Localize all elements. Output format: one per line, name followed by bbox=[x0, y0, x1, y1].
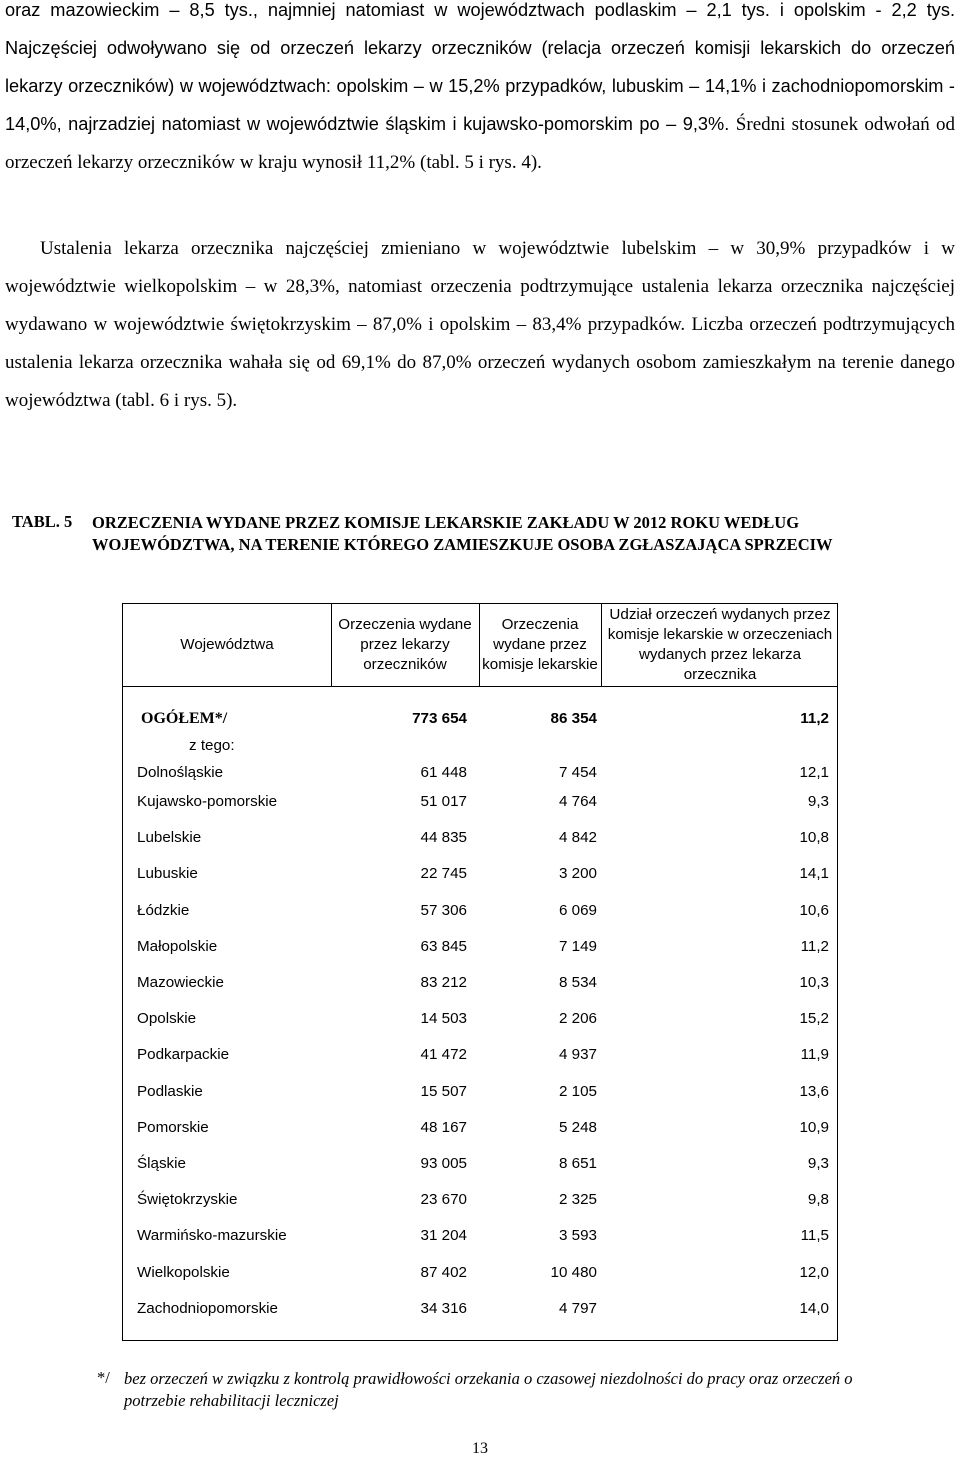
cell-doctor-rulings: 15 507 bbox=[420, 1082, 467, 1100]
table-row bbox=[123, 1153, 839, 1175]
table-row bbox=[123, 1225, 839, 1247]
row-name: Pomorskie bbox=[137, 1118, 209, 1136]
cell-share: 12,0 bbox=[799, 1263, 829, 1281]
cell-commission-rulings: 7 454 bbox=[558, 764, 597, 781]
cell-share: 13,6 bbox=[799, 1082, 829, 1100]
row-name: Świętokrzyskie bbox=[137, 1191, 238, 1209]
row-name: Opolskie bbox=[137, 1010, 197, 1028]
table-row bbox=[123, 863, 839, 885]
cell-commission-rulings: 86 354 bbox=[550, 710, 597, 727]
table-row bbox=[123, 1117, 839, 1139]
table-row bbox=[123, 936, 839, 958]
table-title: ORZECZENIA WYDANE PRZEZ KOMISJE LEKARSKIE ZAKŁADU W 2012 ROKU WEDŁUG WOJEWÓDZTWA, NA TERENIE KTÓREGO ZAMIESZKUJE OSOBA ZGŁASZAJĄCA SPRZECIW bbox=[92, 513, 833, 554]
row-name: Zachodniopomorskie bbox=[137, 1299, 278, 1317]
cell-share: 11,5 bbox=[800, 1227, 829, 1245]
cell-commission-rulings: 2 105 bbox=[558, 1082, 597, 1100]
row-name: Wielkopolskie bbox=[137, 1263, 230, 1281]
table-row bbox=[123, 1262, 839, 1284]
table-row bbox=[123, 972, 839, 994]
cell-commission-rulings: 4 797 bbox=[558, 1299, 597, 1317]
cell-doctor-rulings: 773 654 bbox=[412, 710, 467, 727]
cell-share: 14,1 bbox=[799, 865, 829, 883]
row-name: Lubuskie bbox=[137, 865, 198, 883]
footnote-mark: */ bbox=[97, 1368, 110, 1387]
row-name: Kujawsko-pomorskie bbox=[137, 793, 278, 810]
cell-commission-rulings: 4 842 bbox=[558, 829, 597, 847]
table-row bbox=[123, 791, 839, 813]
row-name: Podkarpackie bbox=[137, 1046, 230, 1064]
data-table bbox=[122, 603, 838, 1341]
cell-commission-rulings: 3 200 bbox=[558, 865, 597, 883]
cell-doctor-rulings: 57 306 bbox=[420, 901, 467, 919]
cell-share: 9,3 bbox=[807, 793, 829, 810]
cell-share: 15,2 bbox=[799, 1010, 829, 1028]
row-name: Dolnośląskie bbox=[137, 764, 224, 781]
header-divider bbox=[123, 686, 837, 687]
body-paragraph-2 bbox=[5, 230, 955, 420]
cell-doctor-rulings: 83 212 bbox=[420, 974, 467, 991]
row-name: Śląskie bbox=[137, 1155, 186, 1172]
cell-share: 10,9 bbox=[799, 1118, 829, 1136]
row-name: Podlaskie bbox=[137, 1082, 203, 1100]
cell-doctor-rulings: 31 204 bbox=[420, 1227, 467, 1245]
cell-share: 10,6 bbox=[799, 901, 829, 919]
paragraph-1-text-b: Średni stosunek odwołań od orzeczeń lekarzy orzeczników w kraju wynosił 11,2% (tabl. 5 i rys. 4). bbox=[5, 113, 955, 173]
cell-doctor-rulings: 41 472 bbox=[420, 1046, 467, 1064]
column-divider bbox=[479, 604, 480, 686]
cell-share: 14,0 bbox=[799, 1299, 829, 1317]
table-row bbox=[123, 1044, 839, 1066]
table-row bbox=[123, 1081, 839, 1103]
cell-doctor-rulings: 61 448 bbox=[420, 764, 467, 781]
column-divider bbox=[601, 604, 602, 686]
cell-doctor-rulings: 48 167 bbox=[420, 1118, 467, 1136]
paragraph-2-text-b: Liczba orzeczeń podtrzymujących ustalenia lekarza orzecznika wahała się od 69,1% do 87,0% orzeczeń wydanych osobom zamieszkałym na terenie danego województwa (tabl. 6 i rys. 5). bbox=[5, 313, 955, 411]
header-cell-voivodeship: Województwa bbox=[180, 636, 274, 653]
cell-share: 11,2 bbox=[800, 710, 829, 727]
cell-commission-rulings: 5 248 bbox=[558, 1118, 597, 1136]
cell-doctor-rulings: 22 745 bbox=[420, 865, 467, 883]
table-row bbox=[123, 762, 839, 784]
cell-commission-rulings: 7 149 bbox=[558, 937, 597, 955]
body-paragraph-1 bbox=[5, 0, 955, 182]
paragraph-2-text-a: Ustalenia lekarza orzecznika najczęściej zmieniano w województwie lubelskim – w 30,9% przypadków i w województwie wielkopolskim – w 28,3%, natomiast orzeczenia podtrzymujące ustalenia lekarza orzecznika najczęściej wydawano w województwie świętokrzyskim – 87,0% i opolskim – 83,4% przypadków. bbox=[5, 238, 955, 335]
header-cell-doctor-rulings: Orzeczenia wydane przez lekarzy orzeczników bbox=[338, 616, 472, 673]
table-row bbox=[123, 1189, 839, 1211]
cell-doctor-rulings: 44 835 bbox=[420, 829, 467, 847]
cell-share: 10,8 bbox=[799, 829, 829, 847]
table-number: TABL. 5 bbox=[12, 512, 73, 531]
cell-commission-rulings: 4 764 bbox=[558, 793, 597, 810]
row-name: OGÓŁEM*/ bbox=[141, 710, 228, 727]
cell-doctor-rulings: 51 017 bbox=[420, 793, 467, 810]
cell-commission-rulings: 2 325 bbox=[558, 1191, 597, 1209]
cell-share: 9,8 bbox=[807, 1191, 829, 1209]
table-row bbox=[123, 827, 839, 849]
table-row-subheading bbox=[123, 735, 839, 757]
paragraph-1-text-a: oraz mazowieckim – 8,5 tys., najmniej natomiast w województwach podlaskim – 2,1 tys. i opolskim - 2,2 tys. Najczęściej odwoływano się od orzeczeń lekarzy orzeczników (relacja orzeczeń komisji lekarskich do orzeczeń lekarzy orzeczników) w województwach: opolskim – w 15,2% przypadków, lubuskim – 14,1% i zachodniopomorskim - 14,0%, najrzadziej natomiast w województwie śląskim i kujawsko-pomorskim po – 9,3%. bbox=[5, 0, 955, 134]
cell-doctor-rulings: 14 503 bbox=[420, 1010, 467, 1028]
cell-commission-rulings: 6 069 bbox=[558, 901, 597, 919]
cell-doctor-rulings: 93 005 bbox=[420, 1155, 467, 1172]
page-number: 13 bbox=[472, 1440, 488, 1457]
row-name: Lubelskie bbox=[137, 829, 202, 847]
cell-doctor-rulings: 87 402 bbox=[420, 1263, 467, 1281]
cell-doctor-rulings: 23 670 bbox=[420, 1191, 467, 1209]
cell-share: 12,1 bbox=[799, 764, 829, 781]
header-cell-share: Udział orzeczeń wydanych przez komisje lekarskie w orzeczeniach wydanych przez lekarza orzecznika bbox=[607, 606, 833, 683]
cell-share: 11,2 bbox=[800, 937, 829, 955]
cell-commission-rulings: 3 593 bbox=[558, 1227, 597, 1245]
cell-share: 11,9 bbox=[800, 1046, 829, 1064]
row-name: Małopolskie bbox=[137, 937, 218, 955]
row-name: Łódzkie bbox=[137, 901, 190, 919]
row-name: Warmińsko-mazurskie bbox=[137, 1227, 287, 1245]
cell-commission-rulings: 2 206 bbox=[558, 1010, 597, 1028]
footnote-text: bez orzeczeń w związku z kontrolą prawidłowości orzekania o czasowej niezdolności do pracy oraz orzeczeń o potrzebie rehabilitacji leczniczej bbox=[124, 1369, 853, 1410]
row-name: Mazowieckie bbox=[137, 974, 224, 991]
table-row bbox=[123, 1008, 839, 1030]
column-divider bbox=[331, 604, 332, 686]
cell-commission-rulings: 8 651 bbox=[558, 1155, 597, 1172]
table-row bbox=[123, 1298, 839, 1320]
cell-doctor-rulings: 63 845 bbox=[420, 937, 467, 955]
table-row bbox=[123, 900, 839, 922]
cell-doctor-rulings: 34 316 bbox=[420, 1299, 467, 1317]
cell-commission-rulings: 4 937 bbox=[558, 1046, 597, 1064]
table-row-total bbox=[123, 708, 839, 730]
cell-commission-rulings: 10 480 bbox=[550, 1263, 597, 1281]
cell-share: 9,3 bbox=[807, 1155, 829, 1172]
row-name: z tego: bbox=[189, 737, 235, 754]
cell-commission-rulings: 8 534 bbox=[558, 974, 597, 991]
cell-share: 10,3 bbox=[799, 974, 829, 991]
header-cell-commission-rulings: Orzeczenia wydane przez komisje lekarskie bbox=[482, 616, 598, 673]
